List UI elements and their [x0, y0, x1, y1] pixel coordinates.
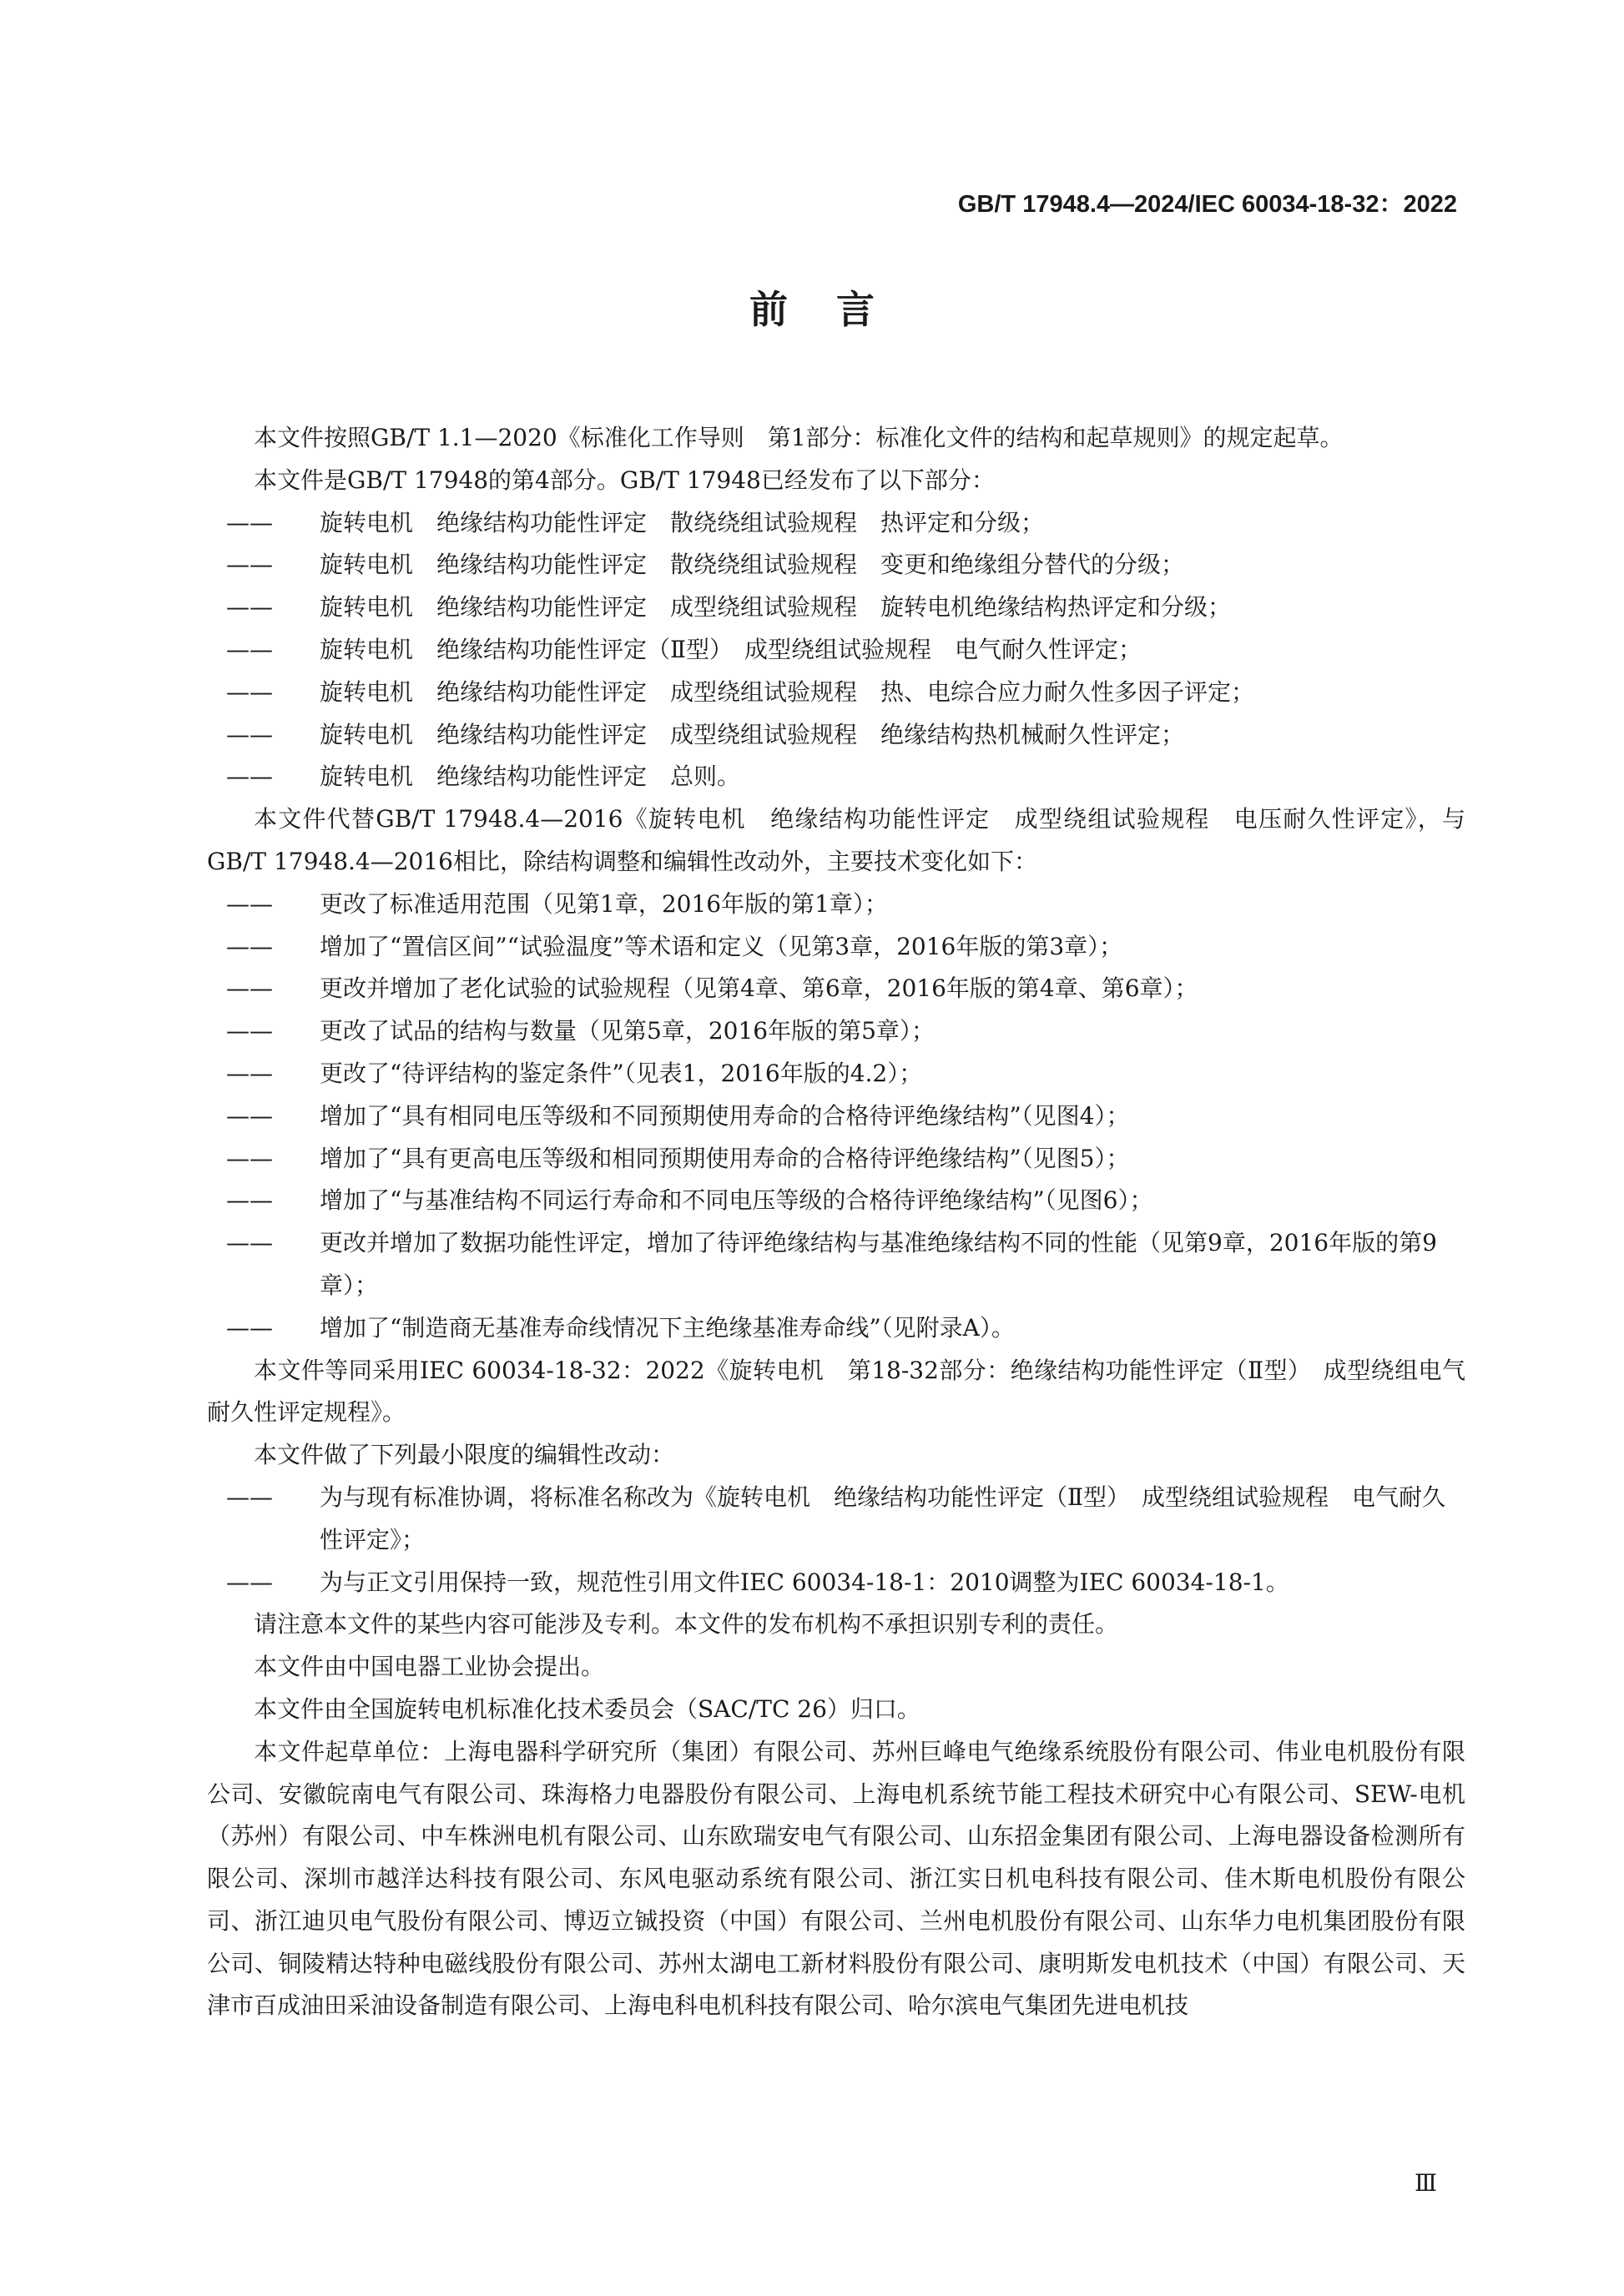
list-item-text: 旋转电机 绝缘结构功能性评定 成型绕组试验规程 绝缘结构热机械耐久性评定；	[320, 720, 1185, 748]
list-dash: ——	[226, 1186, 273, 1215]
list-dash: ——	[226, 889, 273, 918]
list-item	[207, 1053, 1465, 1095]
list-item	[207, 714, 1465, 757]
list-dash: ——	[226, 1483, 273, 1511]
list-item	[207, 1095, 1465, 1138]
standard-code: GB/T 17948.4—2024/IEC 60034-18-32：2022	[957, 191, 1457, 218]
list-dash: ——	[226, 1313, 273, 1342]
list-dash: ——	[226, 508, 273, 536]
list-item-text: 更改了试品的结构与数量（见第5章，2016年版的第5章）；	[320, 1017, 935, 1045]
paragraph: 本文件等同采用IEC 60034-18-32：2022《旋转电机 第18-32部分：绝缘结构功能性评定（Ⅱ型） 成型绕组电气耐久性评定规程》。	[207, 1356, 1465, 1427]
list-item	[207, 1477, 1465, 1562]
list-item-text: 更改并增加了老化试验的试验规程（见第4章、第6章，2016年版的第4章、第6章）；	[320, 974, 1198, 1003]
list-item	[207, 1138, 1465, 1181]
list-dash: ——	[226, 974, 273, 1003]
list-dash: ——	[226, 593, 273, 622]
list-item	[207, 629, 1465, 672]
list-dash: ——	[226, 551, 273, 579]
list-item-text: 旋转电机 绝缘结构功能性评定 散绕绕组试验规程 变更和绝缘组分替代的分级；	[320, 551, 1185, 579]
list-item	[207, 1180, 1465, 1222]
list-dash: ——	[226, 1101, 273, 1130]
list-item-text: 增加了“具有相同电压等级和不同预期使用寿命的合格待评绝缘结构”（见图4）；	[320, 1101, 1130, 1130]
document-body	[207, 417, 1465, 2027]
list-item-text: 旋转电机 绝缘结构功能性评定 总则。	[320, 763, 741, 791]
list-item-text: 旋转电机 绝缘结构功能性评定 成型绕组试验规程 旋转电机绝缘结构热评定和分级；	[320, 593, 1232, 622]
paragraph: 本文件代替GB/T 17948.4—2016《旋转电机 绝缘结构功能性评定 成型绕组试验规程 电压耐久性评定》，与GB/T 17948.4—2016相比，除结构调整和编辑性改动外，主要技术变化如下：	[207, 805, 1465, 875]
list-item	[207, 502, 1465, 545]
list-item	[207, 968, 1465, 1010]
list-dash: ——	[226, 932, 273, 960]
paragraph: 本文件由全国旋转电机标准化技术委员会（SAC/TC 26）归口。	[254, 1694, 920, 1723]
list-dash: ——	[226, 720, 273, 748]
paragraph: 本文件按照GB/T 1.1—2020《标准化工作导则 第1部分：标准化文件的结构和起草规则》的规定起草。	[254, 424, 1344, 451]
paragraph: 本文件是GB/T 17948的第4部分。GB/T 17948已经发布了以下部分：	[254, 466, 995, 494]
list-dash: ——	[226, 677, 273, 706]
list-item-text: 旋转电机 绝缘结构功能性评定（Ⅱ型） 成型绕组试验规程 电气耐久性评定；	[320, 635, 1142, 663]
list-item	[207, 884, 1465, 926]
page-title: 前言	[749, 287, 923, 332]
list-item	[207, 1010, 1465, 1053]
list-item-text: 为与正文引用保持一致，规范性引用文件IEC 60034-18-1：2010调整为IEC 60034-18-1。	[320, 1568, 1289, 1596]
page-number: Ⅲ	[1414, 2169, 1437, 2197]
list-dash: ——	[226, 1144, 273, 1172]
list-dash: ——	[226, 763, 273, 791]
list-item	[207, 544, 1465, 587]
list-item-text: 旋转电机 绝缘结构功能性评定 散绕绕组试验规程 热评定和分级；	[320, 508, 1045, 536]
list-item-text: 增加了“制造商无基准寿命线情况下主绝缘基准寿命线”（见附录A）。	[320, 1313, 1015, 1342]
list-item-text: 增加了“具有更高电压等级和相同预期使用寿命的合格待评绝缘结构”（见图5）；	[320, 1144, 1130, 1172]
list-item	[207, 756, 1465, 798]
list-item	[207, 926, 1465, 969]
paragraph: 本文件做了下列最小限度的编辑性改动：	[254, 1441, 675, 1469]
list-dash: ——	[226, 1017, 273, 1045]
list-item-text: 更改了标准适用范围（见第1章，2016年版的第1章）；	[320, 889, 888, 918]
paragraph: 本文件起草单位：上海电器科学研究所（集团）有限公司、苏州巨峰电气绝缘系统股份有限公司、伟业电机股份有限公司、安徽皖南电气有限公司、珠海格力电器股份有限公司、上海电机系统节能工程技术研究中心有限公司、SEW-电机（苏州）有限公司、中车株洲电机有限公司、山东欧瑞安电气有限公司、山东招金集团有限公司、上海电器设备检测所有限公司、深圳市越洋达科技有限公司、东风电驱动系统有限公司、浙江实日机电科技有限公司、佳木斯电机股份有限公司、浙江迪贝电气股份有限公司、博迈立铖投资（中国）有限公司、兰州电机股份有限公司、山东华力电机集团股份有限公司、铜陵精达特种电磁线股份有限公司、苏州太湖电工新材料股份有限公司、康明斯发电机技术（中国）有限公司、天津市百成油田采油设备制造有限公司、上海电科电机科技有限公司、哈尔滨电气集团先进电机技	[207, 1737, 1465, 2020]
list-item-text: 更改了“待评结构的鉴定条件”（见表1，2016年版的4.2）；	[320, 1059, 923, 1087]
list-item	[207, 1307, 1465, 1350]
paragraph: 本文件由中国电器工业协会提出。	[254, 1653, 605, 1681]
list-dash: ——	[226, 1059, 273, 1087]
list-dash: ——	[226, 1229, 273, 1257]
list-item	[207, 672, 1465, 714]
list-item	[207, 587, 1465, 629]
paragraph: 请注意本文件的某些内容可能涉及专利。本文件的发布机构不承担识别专利的责任。	[254, 1610, 1119, 1639]
list-item	[207, 1222, 1465, 1307]
list-item	[207, 1562, 1465, 1604]
list-dash: ——	[226, 1568, 273, 1596]
list-item-text: 增加了“与基准结构不同运行寿命和不同电压等级的合格待评绝缘结构”（见图6）；	[320, 1186, 1153, 1215]
list-item-text: 旋转电机 绝缘结构功能性评定 成型绕组试验规程 热、电综合应力耐久性多因子评定；	[320, 677, 1255, 706]
list-item-text: 更改并增加了数据功能性评定，增加了待评绝缘结构与基准绝缘结构不同的性能（见第9章，2016年版的第9章）；	[320, 1229, 1437, 1299]
list-item-text: 增加了“置信区间”“试验温度”等术语和定义（见第3章，2016年版的第3章）；	[320, 932, 1123, 960]
list-dash: ——	[226, 635, 273, 663]
list-item-text: 为与现有标准协调，将标准名称改为《旋转电机 绝缘结构功能性评定（Ⅱ型） 成型绕组试验规程 电气耐久性评定》；	[320, 1483, 1446, 1553]
